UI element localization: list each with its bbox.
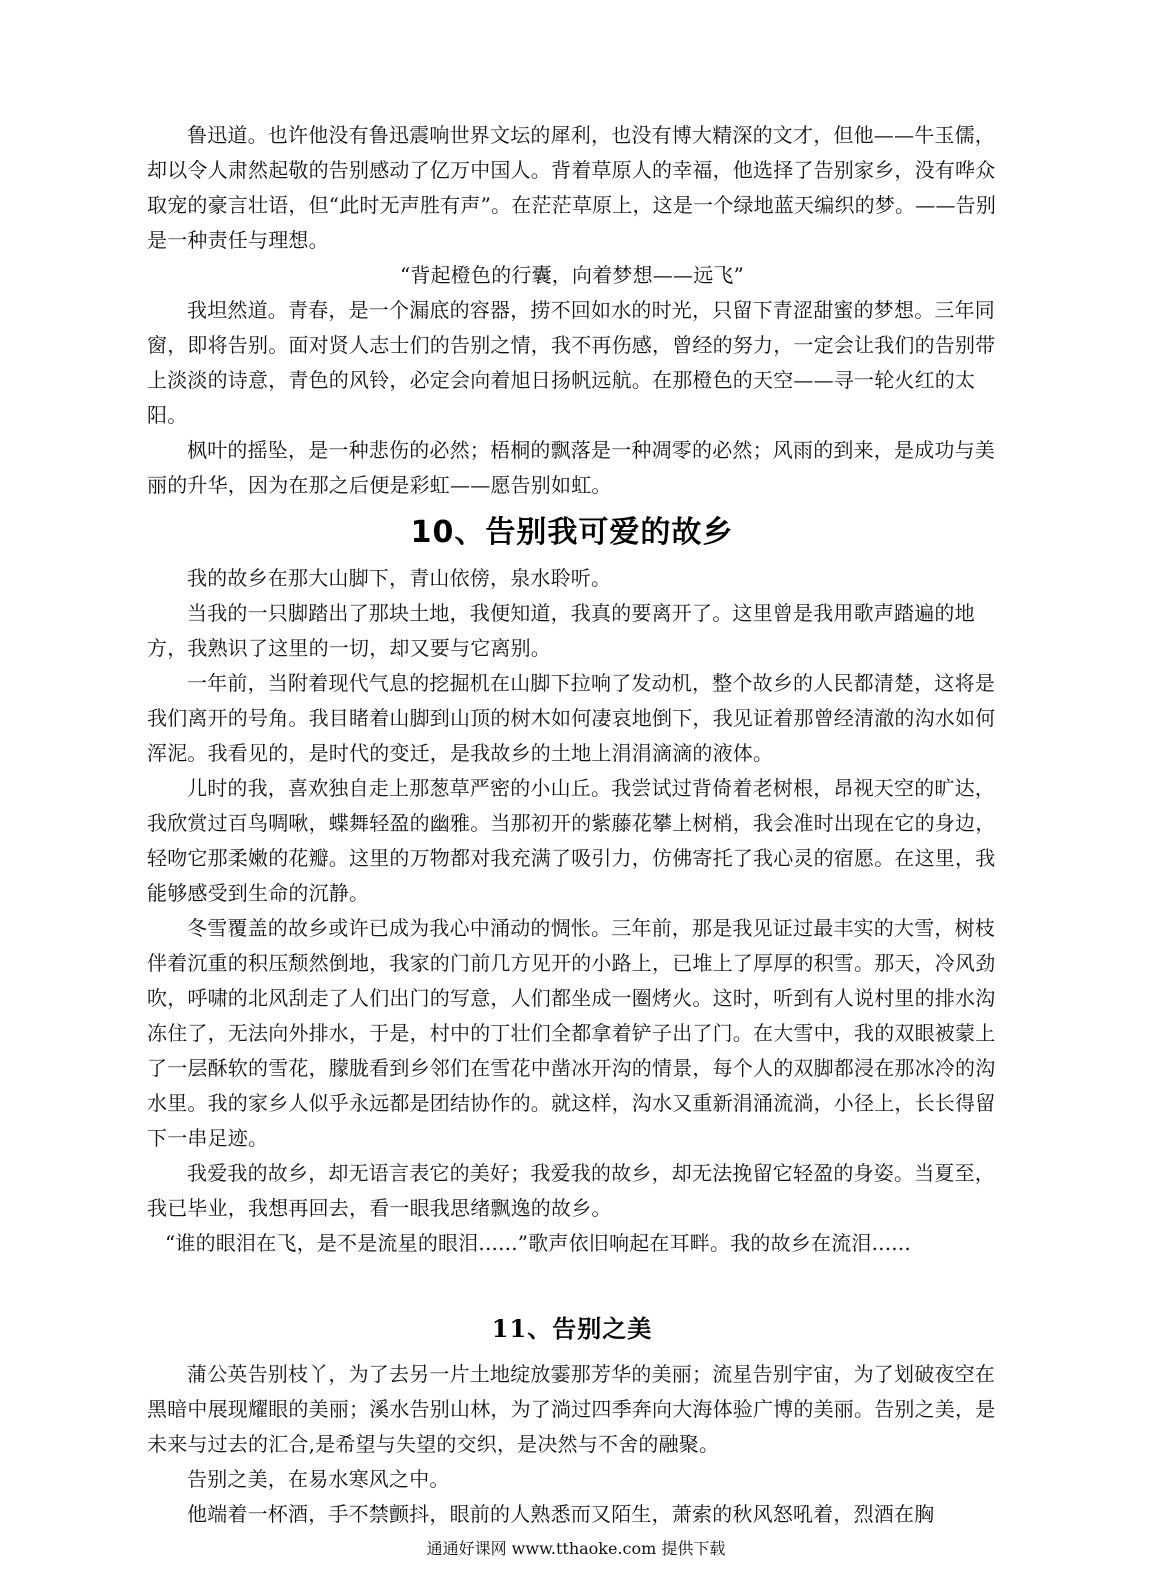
section-title-11: 11、告别之美	[491, 1314, 653, 1343]
paragraph: 我爱我的故乡，却无语言表它的美好；我爱我的故乡，却无法挽留它轻盈的身姿。当夏至，我已毕业，我想再回去，看一眼我思绪飘逸的故乡。	[147, 1161, 995, 1220]
paragraph: 冬雪覆盖的故乡或许已成为我心中涌动的惆怅。三年前，那是我见证过最丰实的大雪，树枝伴着沉重的积压颓然倒地，我家的门前几方见开的小路上，已堆上了厚厚的积雪。那天，冷风劲吹，呼啸的北风刮走了人们出门的写意，人们都坐成一圈烤火。这时，听到有人说村里的排水沟冻住了，无法向外排水，于是，村中的丁壮们全都拿着铲子出了门。在大雪中，我的双眼被蒙上了一层酥软的雪花，朦胧看到乡邻们在雪花中凿冰开沟的情景，每个人的双脚都浸在那冰冷的沟水里。我的家乡人似乎永远都是团结协作的。就这样，沟水又重新涓涌流淌，小径上，长长得留下一串足迹。	[147, 916, 996, 1150]
paragraph: 他端着一杯酒，手不禁颤抖，眼前的人熟悉而又陌生，萧索的秋风怒吼着，烈酒在胸	[187, 1502, 935, 1526]
paragraph: 我的故乡在那大山脚下，青山依傍，泉水聆听。	[187, 566, 612, 590]
paragraph: 鲁迅道。也许他没有鲁迅震响世界文坛的犀利，也没有博大精深的文才，但他——牛玉儒，却以令人肃然起敬的告别感动了亿万中国人。背着草原人的幸福，他选择了告别家乡，没有哗众取宠的豪言壮语，但“此时无声胜有声”。在茫茫草原上，这是一个绿地蓝天编织的梦。——告别是一种责任与理想。	[147, 123, 997, 252]
paragraph: 儿时的我，喜欢独自走上那葱草严密的小山丘。我尝试过背倚着老树根，昂视天空的旷达，我欣赏过百鸟啁啾，蝶舞轻盈的幽雅。当那初开的紫藤花攀上树梢，我会准时出现在它的身边，轻吻它那柔嫩的花瓣。这里的万物都对我充满了吸引力，仿佛寄托了我心灵的宿愿。在这里，我能够感受到生命的沉静。	[147, 776, 996, 905]
paragraph: 我坦然道。青春，是一个漏底的容器，捞不回如水的时光，只留下青涩甜蜜的梦想。三年同窗，即将告别。面对贤人志士们的告别之情，我不再伤感，曾经的努力，一定会让我们的告别带上淡淡的诗意，青色的风铃，必定会向着旭日扬帆远航。在那橙色的天空——寻一轮火红的太阳。	[147, 298, 996, 427]
paragraph: 告别之美，在易水寒风之中。	[187, 1467, 450, 1491]
paragraph: 枫叶的摇坠，是一种悲伤的必然；梧桐的飘落是一种凋零的必然；风雨的到来，是成功与美丽的升华，因为在那之后便是彩虹——愿告别如虹。	[147, 438, 995, 497]
paragraph: “谁的眼泪在飞，是不是流星的眼泪......”歌声依旧响起在耳畔。我的故乡在流泪......	[165, 1231, 911, 1255]
paragraph: 蒲公英告别枝丫，为了去另一片土地绽放霎那芳华的美丽；流星告别宇宙，为了划破夜空在黑暗中展现耀眼的美丽；溪水告别山林，为了淌过四季奔向大海体验广博的美丽。告别之美，是未来与过去的汇合,是希望与失望的交织，是决然与不舍的融聚。	[147, 1362, 996, 1456]
paragraph: 当我的一只脚踏出了那块土地，我便知道，我真的要离开了。这里曾是我用歌声踏遍的地方，我熟识了这里的一切，却又要与它离别。	[147, 601, 975, 660]
page-footer: 通通好课网 www.tthaoke.com 提供下载	[426, 1539, 726, 1558]
section-title-10: 10、告别我可爱的故乡	[410, 515, 734, 550]
quote-line: “背起橙色的行囊，向着梦想——远飞”	[399, 263, 745, 287]
paragraph: 一年前，当附着现代气息的挖掘机在山脚下拉响了发动机，整个故乡的人民都清楚，这将是我们离开的号角。我目睹着山脚到山顶的树木如何凄哀地倒下，我见证着那曾经清澈的沟水如何浑泥。我看见的，是时代的变迁，是我故乡的土地上涓涓滴滴的液体。	[147, 671, 996, 765]
document-body	[147, 118, 997, 1532]
